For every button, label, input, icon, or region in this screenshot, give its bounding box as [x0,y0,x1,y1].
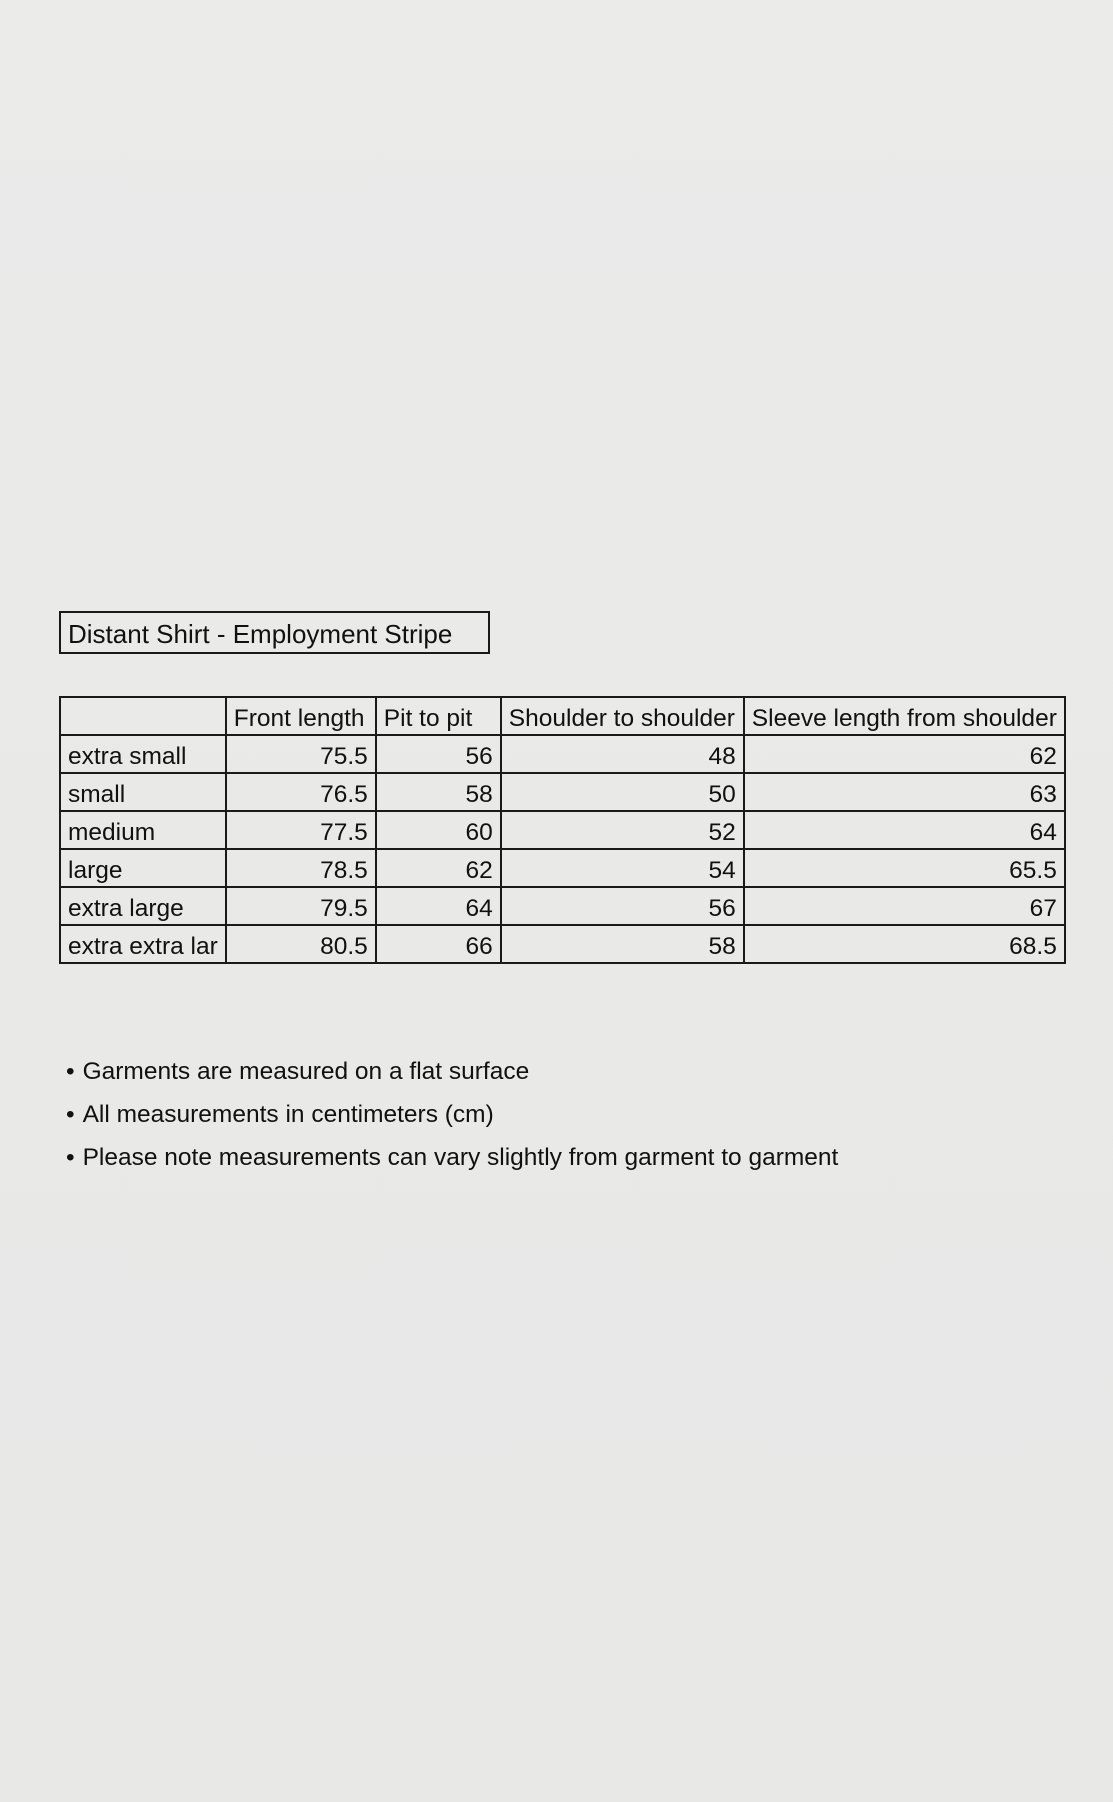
shoulder-to-shoulder-cell: 50 [501,773,744,811]
row-size-label: large [60,849,226,887]
row-size-label: extra large [60,887,226,925]
front-length-cell: 78.5 [226,849,376,887]
note-item: • Garments are measured on a flat surface [66,1050,838,1093]
column-header-shoulder-to-shoulder: Shoulder to shoulder [501,697,744,735]
shoulder-to-shoulder-cell: 56 [501,887,744,925]
front-length-cell: 76.5 [226,773,376,811]
pit-to-pit-cell: 64 [376,887,501,925]
pit-to-pit-cell: 60 [376,811,501,849]
table-row [60,811,1065,849]
pit-to-pit-cell: 62 [376,849,501,887]
note-item: • All measurements in centimeters (cm) [66,1093,838,1136]
front-length-cell: 80.5 [226,925,376,963]
sleeve-length-cell: 65.5 [744,849,1065,887]
row-size-label: small [60,773,226,811]
front-length-cell: 79.5 [226,887,376,925]
column-header-front-length: Front length [226,697,376,735]
column-header-size [60,697,226,735]
sleeve-length-cell: 64 [744,811,1065,849]
table-row [60,735,1065,773]
table-header-row [60,697,1065,735]
table-row [60,925,1065,963]
front-length-cell: 77.5 [226,811,376,849]
measurement-notes [66,1050,838,1179]
column-header-pit-to-pit: Pit to pit [376,697,501,735]
size-chart-table [59,696,1066,964]
shoulder-to-shoulder-cell: 58 [501,925,744,963]
sleeve-length-cell: 62 [744,735,1065,773]
table-row [60,773,1065,811]
column-header-sleeve-length: Sleeve length from shoulder [744,697,1065,735]
row-size-label: medium [60,811,226,849]
shoulder-to-shoulder-cell: 48 [501,735,744,773]
shoulder-to-shoulder-cell: 52 [501,811,744,849]
table-row [60,887,1065,925]
note-item: • Please note measurements can vary slightly from garment to garment [66,1136,838,1179]
front-length-cell: 75.5 [226,735,376,773]
pit-to-pit-cell: 58 [376,773,501,811]
document-title: Distant Shirt - Employment Stripe [59,611,490,654]
table-row [60,849,1065,887]
row-size-label: extra extra lar [60,925,226,963]
pit-to-pit-cell: 66 [376,925,501,963]
sleeve-length-cell: 67 [744,887,1065,925]
row-size-label: extra small [60,735,226,773]
sleeve-length-cell: 68.5 [744,925,1065,963]
shoulder-to-shoulder-cell: 54 [501,849,744,887]
sleeve-length-cell: 63 [744,773,1065,811]
pit-to-pit-cell: 56 [376,735,501,773]
